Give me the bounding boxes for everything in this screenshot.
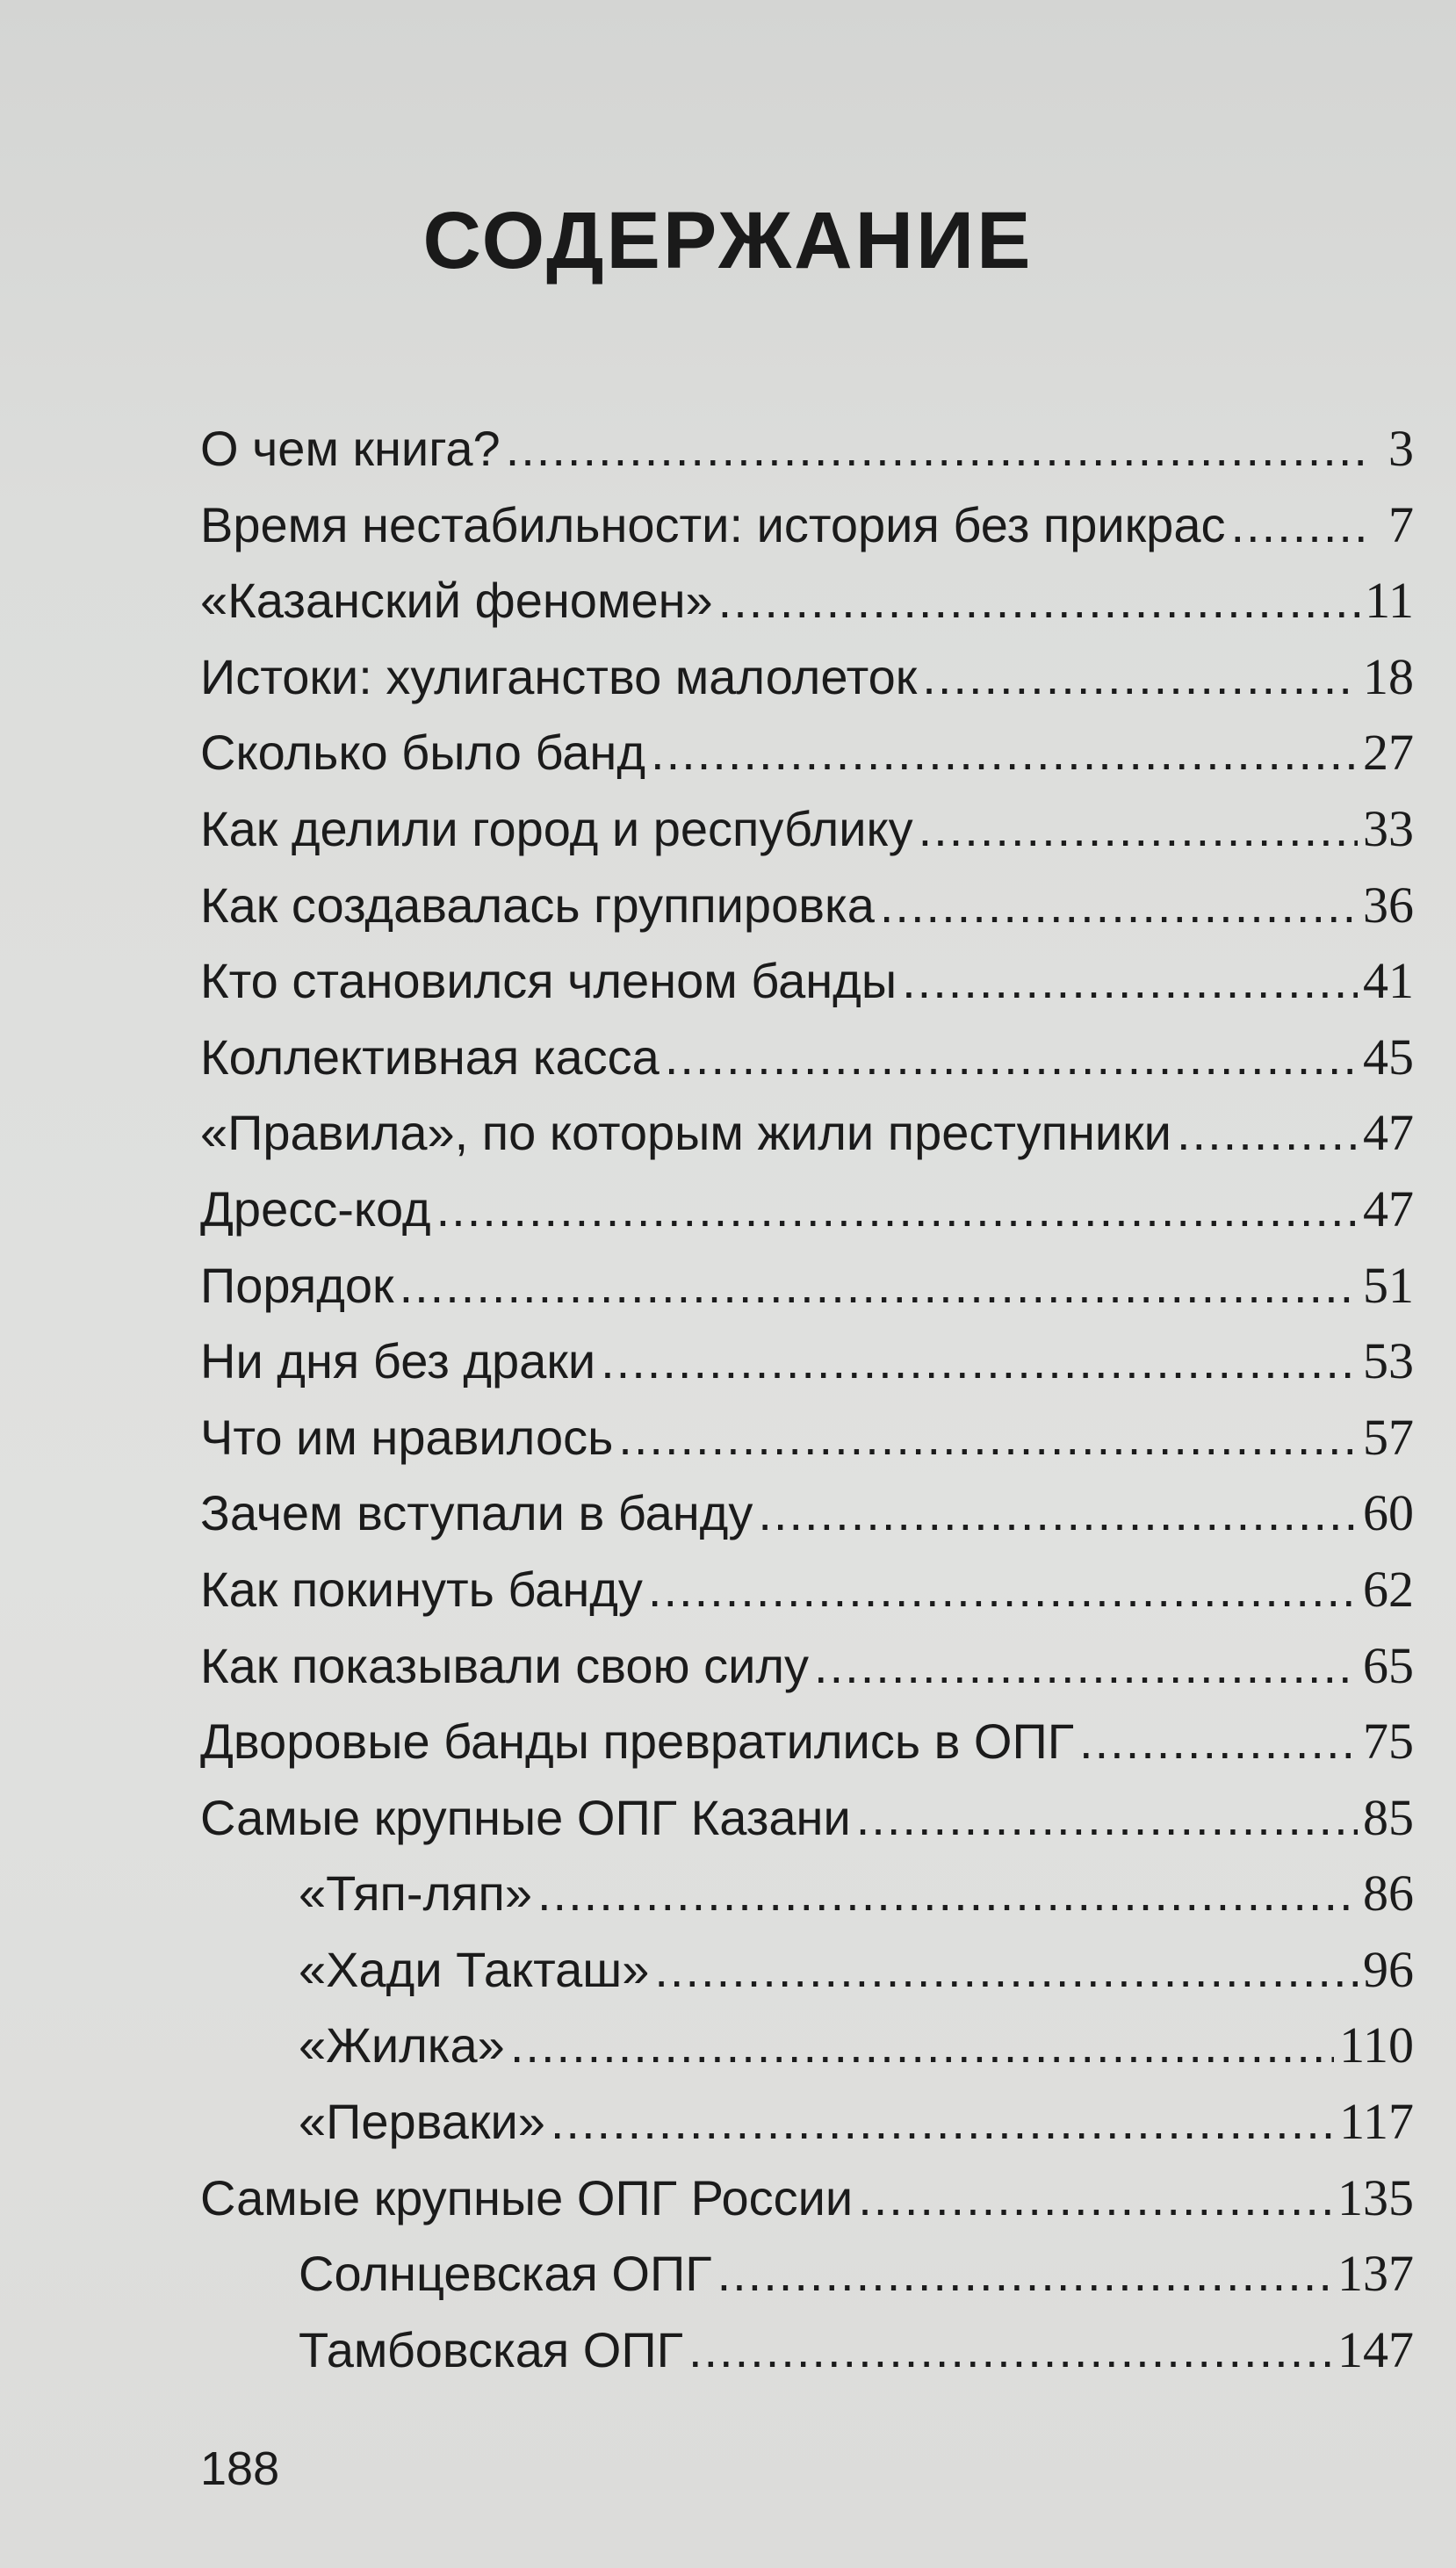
toc-entry	[200, 943, 1414, 1020]
toc-entry-page: 51	[1363, 1256, 1414, 1314]
toc-entry-title: Сколько было банд	[200, 725, 646, 781]
toc-entry-title: Кто становился членом банды	[200, 953, 897, 1009]
toc-entry-title: «Жилка»	[299, 2017, 505, 2074]
toc-entry	[200, 563, 1414, 639]
toc-entry-title: Ни дня без драки	[200, 1333, 596, 1389]
toc-entry-title: Зачем вступали в банду	[200, 1485, 753, 1541]
toc-subentry	[200, 2236, 1414, 2312]
toc-subentry	[200, 2008, 1414, 2084]
toc-entry-page: 57	[1363, 1408, 1414, 1466]
toc-entry	[200, 715, 1414, 791]
toc-entry-title: «Казанский феномен»	[200, 573, 713, 629]
toc-entry-title: «Тяп-ляп»	[299, 1865, 532, 1922]
toc-entry-title: Как делили город и республику	[200, 800, 913, 856]
toc-entry	[200, 791, 1414, 868]
toc-entry-page: 147	[1337, 2320, 1414, 2378]
toc-entry	[200, 2160, 1414, 2237]
dot-leader	[858, 2160, 1332, 2237]
toc-entry	[200, 1552, 1414, 1628]
toc-entry-page: 27	[1363, 724, 1414, 782]
dot-leader	[648, 1552, 1358, 1628]
toc-entry	[200, 1248, 1414, 1324]
toc-entry-page: 86	[1363, 1865, 1414, 1922]
toc-entry-page: 85	[1363, 1788, 1414, 1846]
toc-entry-page: 33	[1363, 799, 1414, 857]
dot-leader	[1177, 1095, 1358, 1172]
dot-leader	[717, 2236, 1332, 2312]
toc-entry-title: Дресс-код	[200, 1180, 431, 1237]
toc-entry-page: 18	[1363, 647, 1414, 705]
toc-entry-title: Солнцевская ОПГ	[299, 2246, 712, 2302]
toc-entry-title: Что им нравилось	[200, 1409, 614, 1465]
toc-entry-title: Истоки: хулиганство малолеток	[200, 648, 918, 704]
dot-leader	[618, 1400, 1358, 1476]
toc-entry	[200, 1324, 1414, 1400]
toc-entry-page: 36	[1363, 876, 1414, 934]
toc-entry-page: 110	[1339, 2016, 1414, 2074]
toc-entry-title: Самые крупные ОПГ Казани	[200, 1789, 851, 1845]
toc-entry	[200, 1475, 1414, 1552]
dot-leader	[718, 563, 1359, 639]
toc-entry	[200, 1400, 1414, 1476]
toc-entry	[200, 639, 1414, 716]
dot-leader	[654, 1932, 1358, 2009]
toc-entry-title: «Перваки»	[299, 2094, 545, 2150]
toc-subentry	[200, 1856, 1414, 1932]
dot-leader	[758, 1475, 1358, 1552]
toc-entry-page: 65	[1363, 1636, 1414, 1694]
page-number: 188	[200, 2442, 280, 2495]
toc-entry	[200, 1172, 1414, 1248]
toc-entry-page: 41	[1363, 952, 1414, 1010]
dot-leader	[1230, 487, 1373, 564]
toc-entry-page: 96	[1363, 1940, 1414, 1998]
dot-leader	[665, 1020, 1358, 1096]
toc-entry	[200, 411, 1414, 487]
dot-leader	[922, 639, 1358, 716]
toc-entry-page: 47	[1363, 1104, 1414, 1162]
toc-entry-page: 53	[1363, 1332, 1414, 1390]
toc-entry-page: 117	[1339, 2093, 1414, 2151]
toc-entry	[200, 1780, 1414, 1857]
toc-subentry	[200, 2084, 1414, 2160]
toc-entry-page: 3	[1388, 420, 1414, 477]
toc-entry-title: О чем книга?	[200, 421, 501, 476]
toc-entry-title: Как показывали свою силу	[200, 1637, 810, 1693]
dot-leader	[880, 868, 1358, 944]
toc-entry-title: Самые крупные ОПГ России	[200, 2169, 854, 2225]
dot-leader	[506, 411, 1373, 487]
dot-leader	[902, 943, 1358, 1020]
dot-leader	[436, 1172, 1358, 1248]
toc-entry-title: Как создавалась группировка	[200, 876, 875, 933]
toc-entry-title: «Правила», по которым жили преступники	[200, 1105, 1171, 1161]
dot-leader	[400, 1248, 1358, 1324]
dot-leader	[510, 2008, 1334, 2084]
toc-entry	[200, 1704, 1414, 1780]
toc-entry-page: 60	[1363, 1484, 1414, 1542]
toc-entry-title: Тамбовская ОПГ	[299, 2321, 683, 2377]
toc-entry-page: 137	[1337, 2245, 1414, 2303]
dot-leader	[814, 1628, 1358, 1705]
toc-entry-title: Время нестабильности: история без прикрас	[200, 496, 1226, 552]
toc-entry-title: Порядок	[200, 1257, 394, 1313]
toc-entry	[200, 487, 1414, 564]
toc-entry-title: «Хади Такташ»	[299, 1941, 650, 1997]
toc-entry	[200, 1020, 1414, 1096]
toc-entry-title: Дворовые банды превратились в ОПГ	[200, 1713, 1075, 1770]
toc-subentry	[200, 1932, 1414, 2009]
dot-leader	[1079, 1704, 1358, 1780]
table-of-contents	[200, 411, 1414, 2388]
dot-leader	[856, 1780, 1358, 1857]
dot-leader	[688, 2312, 1332, 2389]
page-title: СОДЕРЖАНИЕ	[422, 196, 1034, 285]
toc-entry	[200, 868, 1414, 944]
toc-subentry	[200, 2312, 1414, 2389]
dot-leader	[601, 1324, 1358, 1400]
toc-entry-page: 7	[1388, 495, 1414, 553]
toc-entry-page: 75	[1363, 1713, 1414, 1771]
dot-leader	[551, 2084, 1334, 2160]
toc-entry-title: Коллективная касса	[200, 1028, 660, 1085]
toc-entry-page: 11	[1365, 572, 1414, 630]
toc-entry	[200, 1095, 1414, 1172]
toc-entry-page: 47	[1363, 1179, 1414, 1237]
dot-leader	[651, 715, 1358, 791]
toc-entry-page: 62	[1363, 1560, 1414, 1618]
toc-entry-title: Как покинуть банду	[200, 1561, 643, 1617]
toc-entry-page: 135	[1337, 2168, 1414, 2226]
toc-entry	[200, 1628, 1414, 1705]
dot-leader	[537, 1856, 1358, 1932]
toc-entry-page: 45	[1363, 1028, 1414, 1086]
dot-leader	[919, 791, 1358, 868]
